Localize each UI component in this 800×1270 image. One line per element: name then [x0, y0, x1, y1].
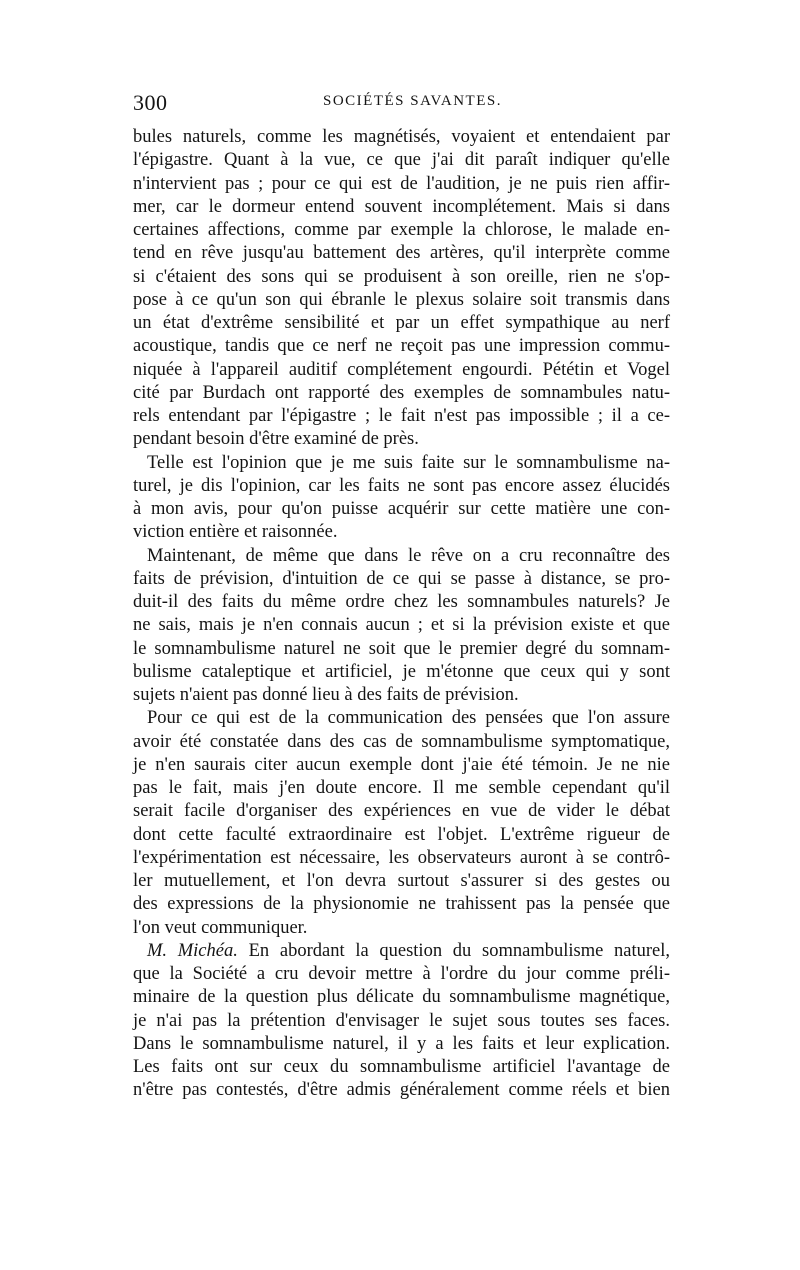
text-line: turel, je dis l'opinion, car les faits ne sont pas encore assez élucidés	[133, 475, 670, 496]
text-line: l'épigastre. Quant à la vue, ce que j'ai dit paraît indiquer qu'elle	[133, 150, 670, 171]
paragraph-first-line	[133, 940, 670, 963]
text-line: avoir été constatée dans des cas de somnambulisme symptomatique,	[133, 731, 670, 752]
text-line: bules naturels, comme les magnétisés, voyaient et entendaient par	[133, 127, 670, 147]
text-line: à mon avis, pour qu'on puisse acquérir sur cette matière une con-	[133, 499, 670, 519]
text-line: viction entière et raisonnée.	[133, 522, 338, 543]
text-line: l'on veut communiquer.	[133, 917, 308, 938]
page-number: 300	[133, 90, 168, 115]
text-line: ler mutuellement, et l'on devra surtout s'assurer si des gestes ou	[133, 871, 670, 891]
page-header	[133, 90, 670, 120]
text-line: serait facile d'organiser des expériences en vue de vider le débat	[133, 801, 670, 822]
text-line: sujets n'aient pas donné lieu à des faits de prévision.	[133, 685, 519, 705]
paragraph-first-line: Telle est l'opinion que je me suis faite sur le somnambulisme na-	[147, 452, 670, 473]
text-line: pendant besoin d'être examiné de près.	[133, 429, 419, 450]
text-line: minaire de la question plus délicate du somnambulisme magnétique,	[133, 987, 670, 1008]
text-line: acoustique, tandis que ce nerf ne reçoit pas une impression commu-	[133, 336, 670, 357]
text-line: Dans le somnambulisme naturel, il y a les faits et leur explication.	[133, 1033, 670, 1054]
text-line: le somnambulisme naturel ne soit que le premier degré du somnam-	[133, 638, 670, 659]
text-line: pose à ce qu'un son qui ébranle le plexus solaire soit transmis dans	[133, 289, 670, 310]
text-line: ne sais, mais je n'en connais aucun ; et si la prévision existe et que	[133, 615, 670, 636]
text-line: un état d'extrême sensibilité et par un effet sympathique au nerf	[133, 313, 670, 333]
text-line: n'intervient pas ; pour ce qui est de l'audition, je ne puis rien affir-	[133, 173, 670, 194]
text-line: des expressions de la physionomie ne trahissent pas la pensée que	[133, 894, 670, 915]
speaker-text: En abordant la question du somnambulisme naturel,	[248, 940, 671, 961]
text-line: bulisme cataleptique et artificiel, je m'étonne que ceux qui y sont	[133, 661, 670, 682]
text-line: certaines affections, comme par exemple la chlorose, le malade en-	[133, 220, 670, 240]
text-line: dont cette faculté extraordinaire est l'objet. L'extrême rigueur de	[133, 824, 670, 845]
text-line: que la Société a cru devoir mettre à l'ordre du jour comme préli-	[133, 964, 670, 984]
text-line: si c'étaient des sons qui se produisent à son oreille, rien ne s'op-	[133, 266, 670, 287]
text-line: l'expérimentation est nécessaire, les observateurs auront à se contrô-	[133, 847, 670, 868]
text-line: mer, car le dormeur entend souvent incomplétement. Mais si dans	[133, 196, 670, 217]
text-line: n'être pas contestés, d'être admis généralement comme réels et bien	[133, 1080, 670, 1101]
text-line: je n'en saurais citer aucun exemple dont j'aie été témoin. Je ne nie	[133, 754, 670, 775]
text-line: rels entendant par l'épigastre ; le fait n'est pas impossible ; il a ce-	[133, 406, 670, 426]
text-line: je n'ai pas la prétention d'envisager le sujet sous toutes ses faces.	[133, 1010, 670, 1031]
text-line: faits de prévision, d'intuition de ce qui se passe à distance, se pro-	[133, 568, 670, 589]
running-title: SOCIÉTÉS SAVANTES.	[323, 93, 502, 109]
body-text	[133, 126, 670, 1103]
text-line: cité par Burdach ont rapporté des exemples de somnambules natu-	[133, 382, 670, 403]
text-line: tend en rêve jusqu'au battement des artères, qu'il interprète comme	[133, 243, 670, 264]
text-line: Les faits ont sur ceux du somnambulisme artificiel l'avantage de	[133, 1057, 670, 1077]
text-line: niquée à l'appareil auditif complétement engourdi. Pététin et Vogel	[133, 359, 670, 380]
paragraph-first-line: Maintenant, de même que dans le rêve on a cru reconnaître des	[147, 545, 670, 566]
text-line: duit-il des faits du même ordre chez les somnambules naturels? Je	[133, 592, 670, 612]
text-line: pas le fait, mais j'en doute encore. Il me semble cependant qu'il	[133, 778, 670, 798]
paragraph-first-line: Pour ce qui est de la communication des pensées que l'on assure	[147, 708, 670, 729]
speaker-name: M. Michéa.	[147, 940, 238, 961]
